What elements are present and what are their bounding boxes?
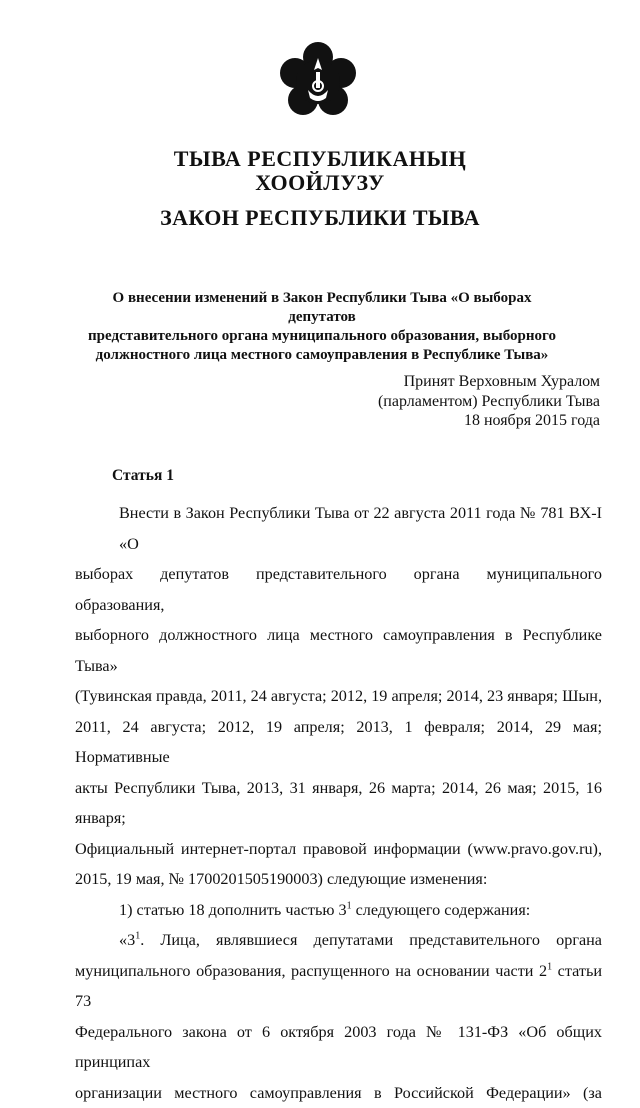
- body-line: 2015, 19 мая, № 1700201505190003) следующие изменения:: [75, 864, 602, 895]
- title-tuvan-line2: ХООЙЛУЗУ: [0, 170, 640, 196]
- adoption-line: (парламентом) Республики Тыва: [378, 392, 600, 412]
- law-subject-line: представительного органа муниципального образования, выборного: [82, 327, 562, 346]
- quote-line: организации местного самоуправления в Российской Федерации» (за: [75, 1078, 602, 1108]
- adoption-note: [378, 372, 600, 431]
- body-line: выборах депутатов представительного органа муниципального образования,: [75, 559, 602, 620]
- emblem-icon: [278, 42, 358, 122]
- amendment-item: 1) статью 18 дополнить частью $3^1$ следующего содержания:: [75, 895, 602, 926]
- adoption-line: Принят Верховным Хуралом: [378, 372, 600, 392]
- title-tuvan-line1: ТЫВА РЕСПУБЛИКАНЫҢ: [0, 146, 640, 172]
- body-line: акты Республики Тыва, 2013, 31 января, 26 марта; 2014, 26 мая; 2015, 16 января;: [75, 773, 602, 834]
- body-line: (Тувинская правда, 2011, 24 августа; 2012, 19 апреля; 2014, 23 января; Шын,: [75, 681, 602, 712]
- title-russian: ЗАКОН РЕСПУБЛИКИ ТЫВА: [0, 205, 640, 231]
- body-line: выборного должностного лица местного самоуправления в Республике Тыва»: [75, 620, 602, 681]
- law-subject-line: О внесении изменений в Закон Республики Тыва «О выборах депутатов: [82, 289, 562, 327]
- article-body: [75, 498, 602, 1108]
- quote-line: «$3^1$. Лица, являвшиеся депутатами представительного органа: [75, 925, 602, 956]
- body-line: 2011, 24 августа; 2012, 19 апреля; 2013, 1 февраля; 2014, 29 мая; Нормативные: [75, 712, 602, 773]
- law-subject-line: должностного лица местного самоуправления в Республике Тыва»: [82, 346, 562, 365]
- body-line: Официальный интернет-портал правовой информации (www.pravo.gov.ru),: [75, 834, 602, 865]
- law-subject: [82, 289, 562, 365]
- quote-line: Федерального закона от 6 октября 2003 года № 131-ФЗ «Об общих принципах: [75, 1017, 602, 1078]
- quote-line: муниципального образования, распущенного на основании части $2^1$ статьи 73: [75, 956, 602, 1017]
- body-line: Внести в Закон Республики Тыва от 22 августа 2011 года № 781 ВХ-I «О: [75, 498, 602, 559]
- article-heading: Статья 1: [112, 467, 174, 485]
- adoption-date: 18 ноября 2015 года: [378, 411, 600, 431]
